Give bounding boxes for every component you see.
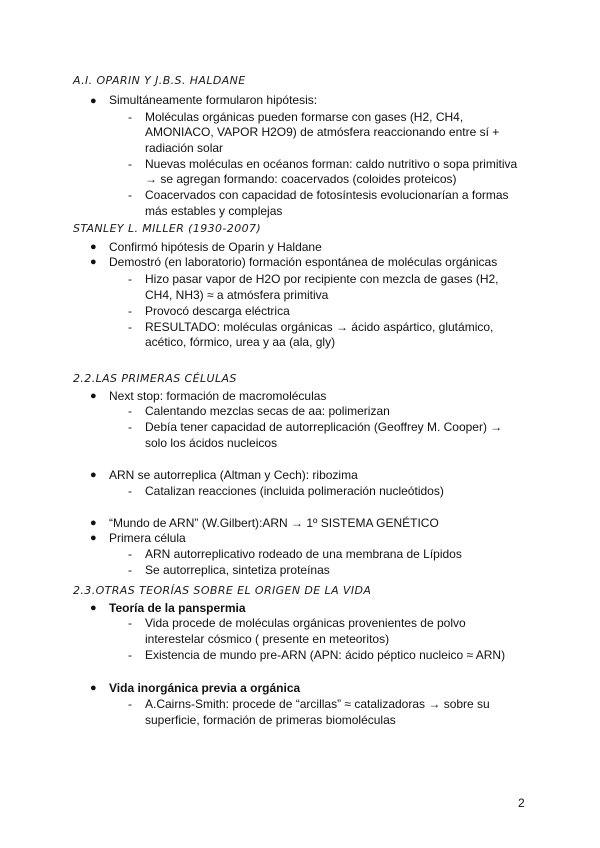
miller-sub-1-line-1: Hizo pasar vapor de H2O por recipiente con mezcla de gases (H2, — [145, 272, 499, 286]
bullet-marker: ● — [90, 602, 97, 614]
bullet-marker: ● — [90, 517, 97, 529]
miller-bullet-2: Demostró (en laboratorio) formación espontánea de moléculas orgánicas — [109, 255, 498, 269]
oparin-sub-3-line-1: Coacervados con capacidad de fotosíntesis evolucionarían a formas — [145, 188, 509, 202]
oparin-sub-1-line-3: radiación solar — [145, 141, 224, 155]
oparin-sub-1-line-1: Moléculas orgánicas pueden formarse con gases (H2, CH4, — [145, 110, 464, 124]
oparin-sub-2-line-1: Nuevas moléculas en océanos forman: caldo nutritivo o sopa primitiva — [145, 157, 518, 171]
dash-marker: - — [128, 563, 132, 577]
miller-bullet-1: Confirmó hipótesis de Oparin y Haldane — [109, 240, 322, 254]
bullet-marker: ● — [90, 256, 97, 268]
dash-marker: - — [128, 484, 132, 498]
section-title-celulas: 2.2.LAS PRIMERAS CÉLULAS — [73, 372, 237, 385]
bullet-marker: ● — [90, 682, 97, 694]
miller-sub-2-line-1: Provocó descarga eléctrica — [145, 304, 290, 318]
teorias-sub-3-line-1: A.Cairns-Smith: procede de “arcillas” ≈ catalizadoras → sobre su — [145, 697, 490, 711]
section-title-miller: STANLEY L. MILLER (1930-2007) — [73, 222, 262, 235]
teorias-sub-2-line-1: Existencia de mundo pre-ARN (APN: ácido péptico nucleico ≈ ARN) — [145, 648, 506, 662]
dash-marker: - — [128, 320, 132, 334]
dash-marker: - — [128, 272, 132, 286]
celulas-sub-4-line-1: ARN autorreplicativo rodeado de una membrana de Lípidos — [145, 547, 462, 561]
dash-marker: - — [128, 304, 132, 318]
celulas-bullet-1: Next stop: formación de macromoléculas — [109, 389, 327, 403]
dash-marker: - — [128, 420, 132, 434]
bullet-marker: ● — [90, 390, 97, 402]
dash-marker: - — [128, 157, 132, 171]
bullet-marker: ● — [90, 469, 97, 481]
oparin-sub-1-line-2: AMONIACO, VAPOR H2O9) de atmósfera reaccionando entre sí + — [145, 125, 500, 139]
dash-marker: - — [128, 404, 132, 418]
dash-marker: - — [128, 648, 132, 662]
celulas-bullet-4: Primera célula — [109, 531, 186, 545]
oparin-sub-3-line-2: más estables y complejas — [145, 204, 283, 218]
bullet-marker: ● — [90, 241, 97, 253]
dash-marker: - — [128, 188, 132, 202]
dash-marker: - — [128, 547, 132, 561]
bullet-marker: ● — [90, 532, 97, 544]
teorias-bullet-2: Vida inorgánica previa a orgánica — [109, 681, 301, 695]
dash-marker: - — [128, 616, 132, 630]
dash-marker: - — [128, 697, 132, 711]
celulas-bullet-2: ARN se autorreplica (Altman y Cech): ribozima — [109, 468, 358, 482]
page-number: 2 — [518, 796, 525, 810]
bullet-marker: ● — [90, 95, 97, 107]
celulas-sub-1-line-1: Calentando mezclas secas de aa: polimerizan — [145, 404, 390, 418]
celulas-sub-2-line-1: Debía tener capacidad de autorreplicación (Geoffrey M. Cooper) → — [145, 420, 503, 434]
oparin-bullet-1: Simultáneamente formularon hipótesis: — [109, 93, 318, 107]
miller-sub-3-line-1: RESULTADO: moléculas orgánicas → ácido aspártico, glutámico, — [145, 320, 494, 334]
celulas-bullet-3: “Mundo de ARN” (W.Gilbert):ARN → 1º SISTEMA GENÉTICO — [109, 516, 439, 530]
miller-sub-1-line-2: CH4, NH3) ≈ a atmósfera primitiva — [145, 288, 329, 302]
teorias-sub-1-line-2: interestelar cósmico ( presente en meteoritos) — [145, 632, 390, 646]
celulas-sub-2-line-2: solo los ácidos nucleicos — [145, 436, 278, 450]
section-title-oparin: A.I. OPARIN Y J.B.S. HALDANE — [73, 74, 246, 87]
teorias-sub-3-line-2: superficie, formación de primeras biomoléculas — [145, 713, 396, 727]
celulas-sub-3-line-1: Catalizan reacciones (incluida polimeración nucleótidos) — [145, 484, 444, 498]
miller-sub-3-line-2: acético, fórmico, urea y aa (ala, gly) — [145, 335, 336, 349]
section-title-teorias: 2.3.OTRAS TEORÍAS SOBRE EL ORIGEN DE LA VIDA — [73, 584, 372, 597]
teorias-bullet-1: Teoría de la panspermia — [109, 601, 246, 615]
teorias-sub-1-line-1: Vida procede de moléculas orgánicas provenientes de polvo — [145, 616, 466, 630]
dash-marker: - — [128, 110, 132, 124]
celulas-sub-5-line-1: Se autorreplica, sintetiza proteínas — [145, 563, 330, 577]
oparin-sub-2-line-2: → se agregan formando: coacervados (coloides proteicos) — [145, 172, 457, 186]
